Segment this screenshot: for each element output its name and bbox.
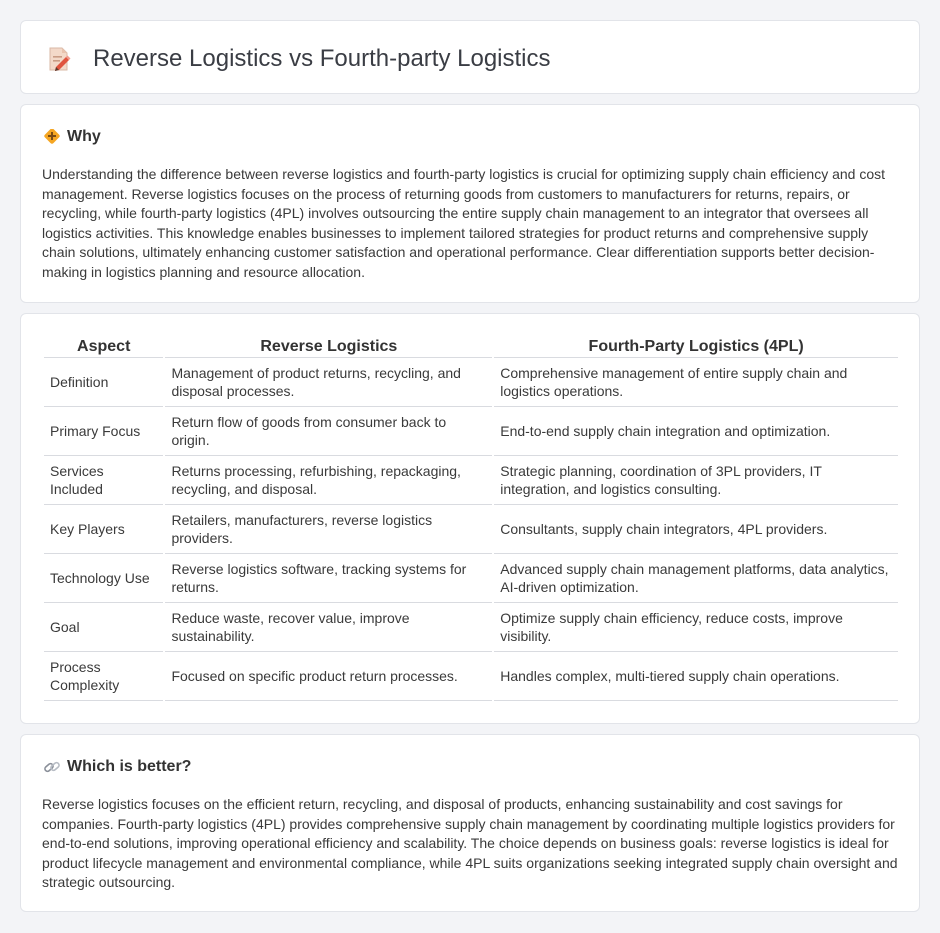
aspect-cell: Services Included — [44, 456, 163, 505]
fourpl-cell: Comprehensive management of entire supply chain and logistics operations. — [494, 358, 898, 407]
aspect-cell: Key Players — [44, 505, 163, 554]
aspect-cell: Process Complexity — [44, 652, 163, 701]
better-heading: Which is better? — [67, 758, 192, 775]
reverse-cell: Focused on specific product return processes. — [165, 652, 492, 701]
better-paragraph: Reverse logistics focuses on the efficient return, recycling, and disposal of products, enhancing sustainability and cost savings for companies. Fourth-party logistics (4PL) provides comprehensive supply chain management by coordinating multiple logistics providers for end-to-end solutions, improving operational efficiency and scalability. The choice depends on business goals: reverse logistics is ideal for product lifecycle management and environmental compliance, while 4PL suits organizations seeking integrated supply chain oversight and strategic outsourcing. — [42, 796, 898, 890]
aspect-cell: Technology Use — [44, 554, 163, 603]
aspect-cell: Primary Focus — [44, 407, 163, 456]
table-row — [44, 603, 898, 652]
reverse-cell: Retailers, manufacturers, reverse logistics providers. — [165, 505, 492, 554]
table-row — [44, 358, 898, 407]
why-paragraph: Understanding the difference between reverse logistics and fourth-party logistics is crucial for optimizing supply chain efficiency and cost management. Reverse logistics focuses on the process of returning goods from customers to manufacturers for returns, repairs, or recycling, while fourth-party logistics (4PL) involves outsourcing the entire supply chain management to an integrator that oversees all logistics activities. This knowledge enables businesses to implement tailored strategies for product returns and comprehensive supply chain solutions, ultimately enhancing customer satisfaction and operational performance. Clear differentiation supports better decision-making in logistics planning and resource allocation. — [42, 166, 886, 280]
page-title: Reverse Logistics vs Fourth-party Logistics — [93, 45, 551, 72]
aspect-cell: Definition — [44, 358, 163, 407]
table-row — [44, 554, 898, 603]
reverse-cell: Reverse logistics software, tracking systems for returns. — [165, 554, 492, 603]
fourpl-cell: Advanced supply chain management platforms, data analytics, AI-driven optimization. — [494, 554, 898, 603]
why-heading: Why — [67, 128, 101, 145]
table-row — [44, 505, 898, 554]
fourpl-cell: Handles complex, multi-tiered supply chain operations. — [494, 652, 898, 701]
comparison-table — [42, 336, 900, 701]
why-section — [20, 104, 920, 303]
document-pencil-icon — [47, 46, 71, 72]
aspect-cell: Goal — [44, 603, 163, 652]
which-is-better-section — [20, 734, 920, 912]
title-card — [20, 20, 920, 94]
header-aspect: Aspect — [44, 336, 163, 358]
road-sign-icon — [43, 129, 61, 145]
header-reverse-logistics: Reverse Logistics — [165, 336, 492, 358]
reverse-cell: Return flow of goods from consumer back to origin. — [165, 407, 492, 456]
fourpl-cell: End-to-end supply chain integration and optimization. — [494, 407, 898, 456]
header-4pl: Fourth-Party Logistics (4PL) — [494, 336, 898, 358]
table-row — [44, 652, 898, 701]
comparison-section — [20, 313, 920, 724]
table-header-row — [44, 336, 898, 358]
table-row — [44, 456, 898, 505]
fourpl-cell: Optimize supply chain efficiency, reduce costs, improve visibility. — [494, 603, 898, 652]
link-icon — [43, 759, 61, 775]
fourpl-cell: Consultants, supply chain integrators, 4PL providers. — [494, 505, 898, 554]
reverse-cell: Reduce waste, recover value, improve sustainability. — [165, 603, 492, 652]
fourpl-cell: Strategic planning, coordination of 3PL providers, IT integration, and logistics consulting. — [494, 456, 898, 505]
table-row — [44, 407, 898, 456]
reverse-cell: Returns processing, refurbishing, repackaging, recycling, and disposal. — [165, 456, 492, 505]
reverse-cell: Management of product returns, recycling, and disposal processes. — [165, 358, 492, 407]
